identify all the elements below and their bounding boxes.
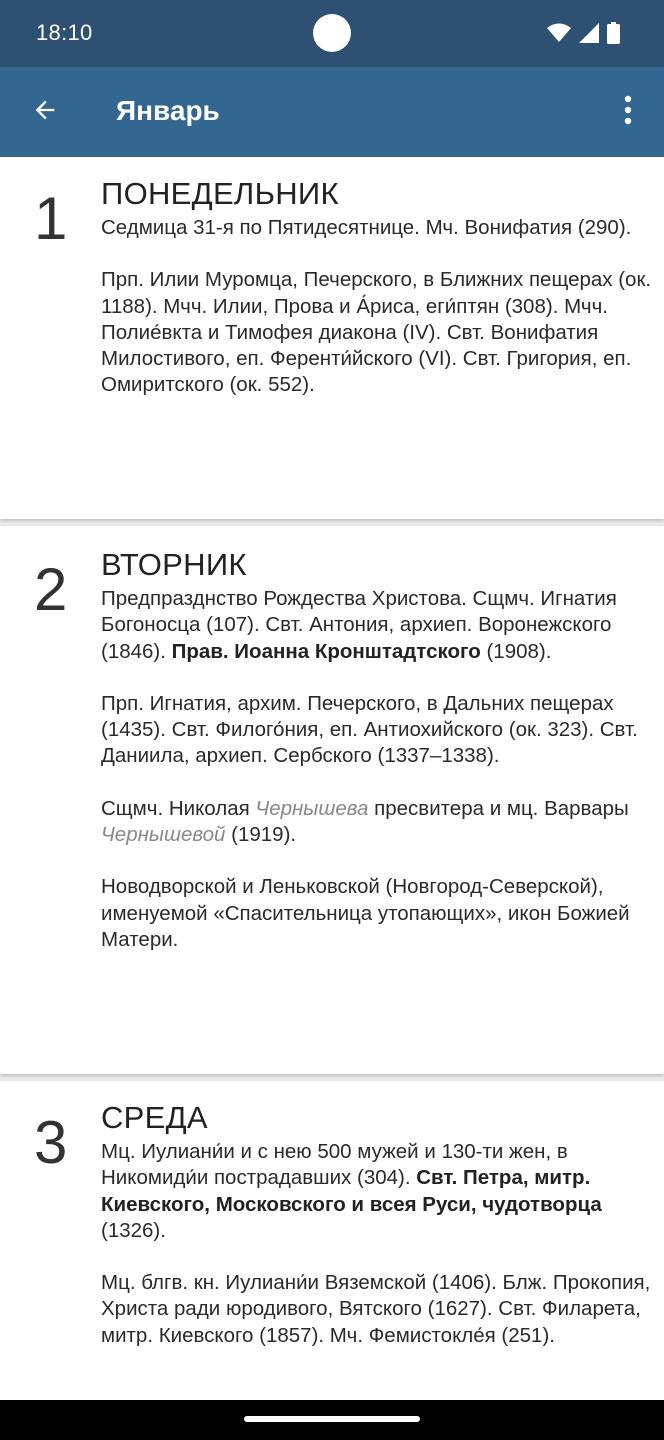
- day-number: 3: [34, 1109, 68, 1176]
- reading-paragraph: [101, 691, 656, 770]
- app-bar: [0, 67, 664, 157]
- status-bar: [0, 0, 664, 67]
- reading-text: Предпразднство Рождества Христова. Сщмч. Игнатия Богоносца (107). Свт. Антония, архиеп. Воронежского (1846).: [101, 587, 617, 663]
- reading-text: Прп. Илии Муромца, Печерского, в Ближних пещерах (ок. 1188). Мчч. Илии, Прова и А́риса, еги́птян (308). Мчч. Полие́вкта и Тимофея диакона (IV). Свт. Вонифатия Милостивого, еп. Ференти́йского (VI). Свт. Григория, еп. Омиритского (ок. 552).: [101, 268, 652, 397]
- reading-paragraph: [101, 796, 656, 849]
- reading-text: Сщмч. Николая: [101, 796, 256, 820]
- highlighted-saint: Прав. Иоанна Кронштадтского: [171, 639, 481, 663]
- reading-text: Мц. блгв. кн. Иулиани́и Вяземской (1406). Блж. Прокопия, Христа ради юродивого, Вятского (1627). Свт. Филарета, митр. Киевского (1857). Мч. Фемистокле́я (251).: [101, 1271, 651, 1347]
- day-content: [101, 175, 656, 399]
- wifi-icon: [547, 23, 571, 43]
- day-content: [101, 1099, 656, 1349]
- reading-paragraph: [101, 586, 656, 665]
- day-readings: [101, 1139, 656, 1349]
- camera-cutout: [313, 14, 351, 52]
- surname-text: Чернышевой: [101, 823, 226, 847]
- day-readings: [101, 586, 656, 953]
- day-weekday: ВТОРНИК: [101, 547, 247, 582]
- navigation-bar: [0, 1400, 664, 1440]
- reading-text: пресвитера и мц. Варвары: [368, 796, 629, 820]
- status-icons: [547, 22, 620, 44]
- highlighted-saint: Свт. Петра, митр. Киевского, Московского и всея Руси, чудотворца: [101, 1166, 602, 1216]
- status-time: 18:10: [36, 20, 93, 45]
- reading-paragraph: [101, 1139, 656, 1244]
- reading-text: Седмица 31-я по Пятидесятнице. Мч. Вонифатия (290).: [101, 216, 632, 239]
- days-list: [0, 157, 664, 1411]
- reading-text: (1919).: [225, 823, 297, 847]
- arrow-back-icon: [31, 96, 59, 129]
- reading-paragraph: [101, 874, 656, 953]
- reading-text: (1908).: [480, 639, 552, 663]
- day-number: 2: [34, 556, 68, 623]
- battery-icon: [607, 22, 620, 44]
- day-content: [101, 546, 656, 953]
- day-number: 1: [34, 185, 68, 252]
- signal-icon: [579, 23, 599, 43]
- day-card[interactable]: [0, 157, 664, 519]
- home-gesture-handle[interactable]: [244, 1416, 420, 1422]
- overflow-menu-button[interactable]: [610, 89, 646, 135]
- back-button[interactable]: [22, 89, 68, 135]
- day-card[interactable]: [0, 526, 664, 1074]
- day-readings: [101, 215, 656, 399]
- reading-text: Прп. Игнатия, архим. Печерского, в Дальних пещерах (1435). Свт. Филого́ния, еп. Антиохийского (ок. 323). Свт. Даниила, архиеп. Сербского (1337–1338).: [101, 691, 638, 768]
- surname-text: Чернышева: [255, 796, 369, 820]
- more-vert-icon: [623, 95, 633, 130]
- day-card[interactable]: [0, 1081, 664, 1411]
- reading-paragraph: [101, 215, 656, 241]
- reading-text: Новодворской и Леньковской (Новгород-Северской), именуемой «Спасительница утопающих», икон Божией Матери.: [101, 875, 630, 951]
- page-title: Январь: [116, 95, 220, 126]
- day-weekday: СРЕДА: [101, 1100, 208, 1135]
- reading-text: Мц. Иулиани́и и с нею 500 мужей и 130-ти жен, в Никомиди́и пострадавших (304).: [101, 1140, 568, 1190]
- day-weekday: ПОНЕДЕЛЬНИК: [101, 176, 339, 211]
- reading-paragraph: [101, 1270, 656, 1349]
- reading-paragraph: [101, 267, 656, 398]
- reading-text: (1326).: [101, 1218, 166, 1242]
